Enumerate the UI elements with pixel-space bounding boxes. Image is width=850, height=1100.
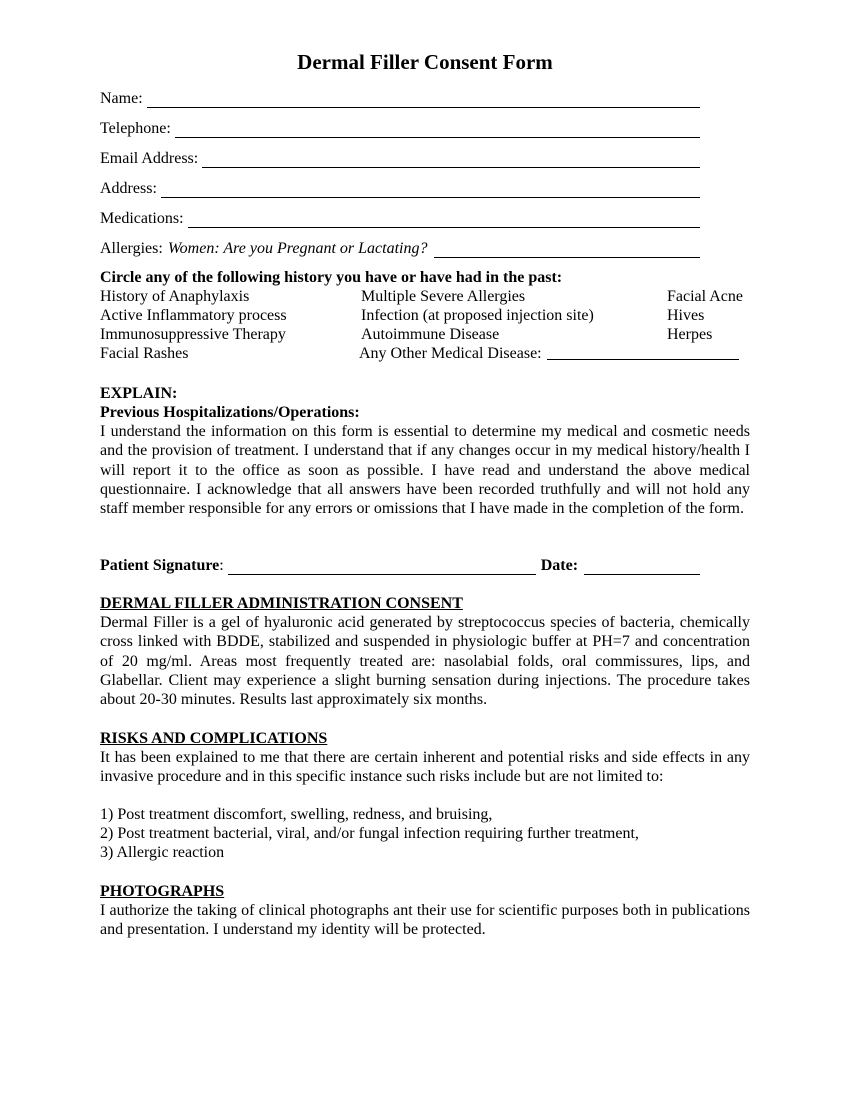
history-item[interactable]: Active Inflammatory process: [100, 307, 287, 324]
address-input-line[interactable]: [161, 182, 700, 198]
email-label: Email Address:: [100, 150, 199, 167]
risk-item: 2) Post treatment bacterial, viral, and/or fungal infection requiring further treatment,: [100, 825, 639, 842]
signature-input-line[interactable]: [228, 559, 536, 575]
history-item[interactable]: Facial Rashes: [100, 345, 189, 362]
medications-field[interactable]: [100, 206, 700, 228]
telephone-field[interactable]: [100, 116, 700, 138]
hospitalizations-heading: Previous Hospitalizations/Operations:: [100, 404, 360, 421]
date-input-line[interactable]: [584, 559, 700, 575]
email-input-line[interactable]: [202, 152, 700, 168]
risk-item: 1) Post treatment discomfort, swelling, redness, and bruising,: [100, 806, 493, 823]
risks-text: It has been explained to me that there are certain inherent and potential risks and side effects in any invasive procedure and in this specific instance such risks include but are not limited to:: [100, 749, 750, 786]
administration-heading: DERMAL FILLER ADMINISTRATION CONSENT: [100, 595, 463, 612]
history-item[interactable]: Infection (at proposed injection site): [361, 307, 594, 324]
history-item[interactable]: Autoimmune Disease: [361, 326, 500, 343]
other-disease-input-line[interactable]: [547, 344, 739, 360]
allergies-label: Allergies:: [100, 240, 163, 257]
history-heading: Circle any of the following history you have or have had in the past:: [100, 269, 563, 286]
name-input-line[interactable]: [147, 92, 700, 108]
page-title: Dermal Filler Consent Form: [297, 50, 553, 74]
name-label: Name:: [100, 90, 143, 107]
photographs-heading: PHOTOGRAPHS: [100, 883, 225, 900]
risk-item: 3) Allergic reaction: [100, 844, 225, 861]
date-label: Date:: [540, 557, 579, 574]
telephone-input-line[interactable]: [175, 122, 700, 138]
allergies-field[interactable]: [100, 236, 700, 258]
history-item: Any Other Medical Disease:: [359, 345, 542, 362]
history-item[interactable]: Hives: [667, 307, 705, 324]
address-label: Address:: [100, 180, 157, 197]
medications-input-line[interactable]: [188, 212, 700, 228]
patient-signature-label: Patient Signature: [100, 557, 220, 574]
allergies-question: Women: Are you Pregnant or Lactating?: [167, 240, 428, 257]
administration-text: Dermal Filler is a gel of hyaluronic acid generated by streptococcus species of bacteria, chemically cross linked with BDDE, stabilized and suspended in physiologic buffer at PH=7 and concentration of 20 mg/ml. Areas most frequently treated are: nasolabial folds, oral commissures, lips, and Glabellar. Client may experience a slight burning sensation during injections. The procedure takes about 20-30 minutes. Results last approximately six months.: [100, 614, 750, 709]
allergies-input-line[interactable]: [434, 242, 701, 258]
history-item[interactable]: Facial Acne: [667, 288, 743, 305]
history-item[interactable]: History of Anaphylaxis: [100, 288, 250, 305]
email-field[interactable]: [100, 146, 700, 168]
other-disease-field[interactable]: [359, 344, 739, 363]
address-field[interactable]: [100, 176, 700, 198]
history-item[interactable]: Multiple Severe Allergies: [361, 288, 526, 305]
signature-colon: :: [219, 557, 224, 574]
name-field[interactable]: [100, 86, 700, 108]
signature-row: [100, 556, 710, 575]
telephone-label: Telephone:: [100, 120, 171, 137]
history-item[interactable]: Herpes: [667, 326, 713, 343]
medications-label: Medications:: [100, 210, 184, 227]
photographs-text: I authorize the taking of clinical photographs ant their use for scientific purposes both in publications and presentation. I understand my identity will be protected.: [100, 902, 750, 939]
history-item[interactable]: Immunosuppressive Therapy: [100, 326, 286, 343]
acknowledgement-text: I understand the information on this form is essential to determine my medical and cosmetic needs and the provision of treatment. I understand that if any changes occur in my medical history/health I will report it to the office as soon as possible. I have read and understand the above medical questionnaire. I acknowledge that all answers have been recorded truthfully and will not hold any staff member responsible for any errors or omissions that I have made in the completion of the form.: [100, 423, 750, 518]
risks-heading: RISKS AND COMPLICATIONS: [100, 730, 328, 747]
explain-heading: EXPLAIN:: [100, 385, 178, 402]
